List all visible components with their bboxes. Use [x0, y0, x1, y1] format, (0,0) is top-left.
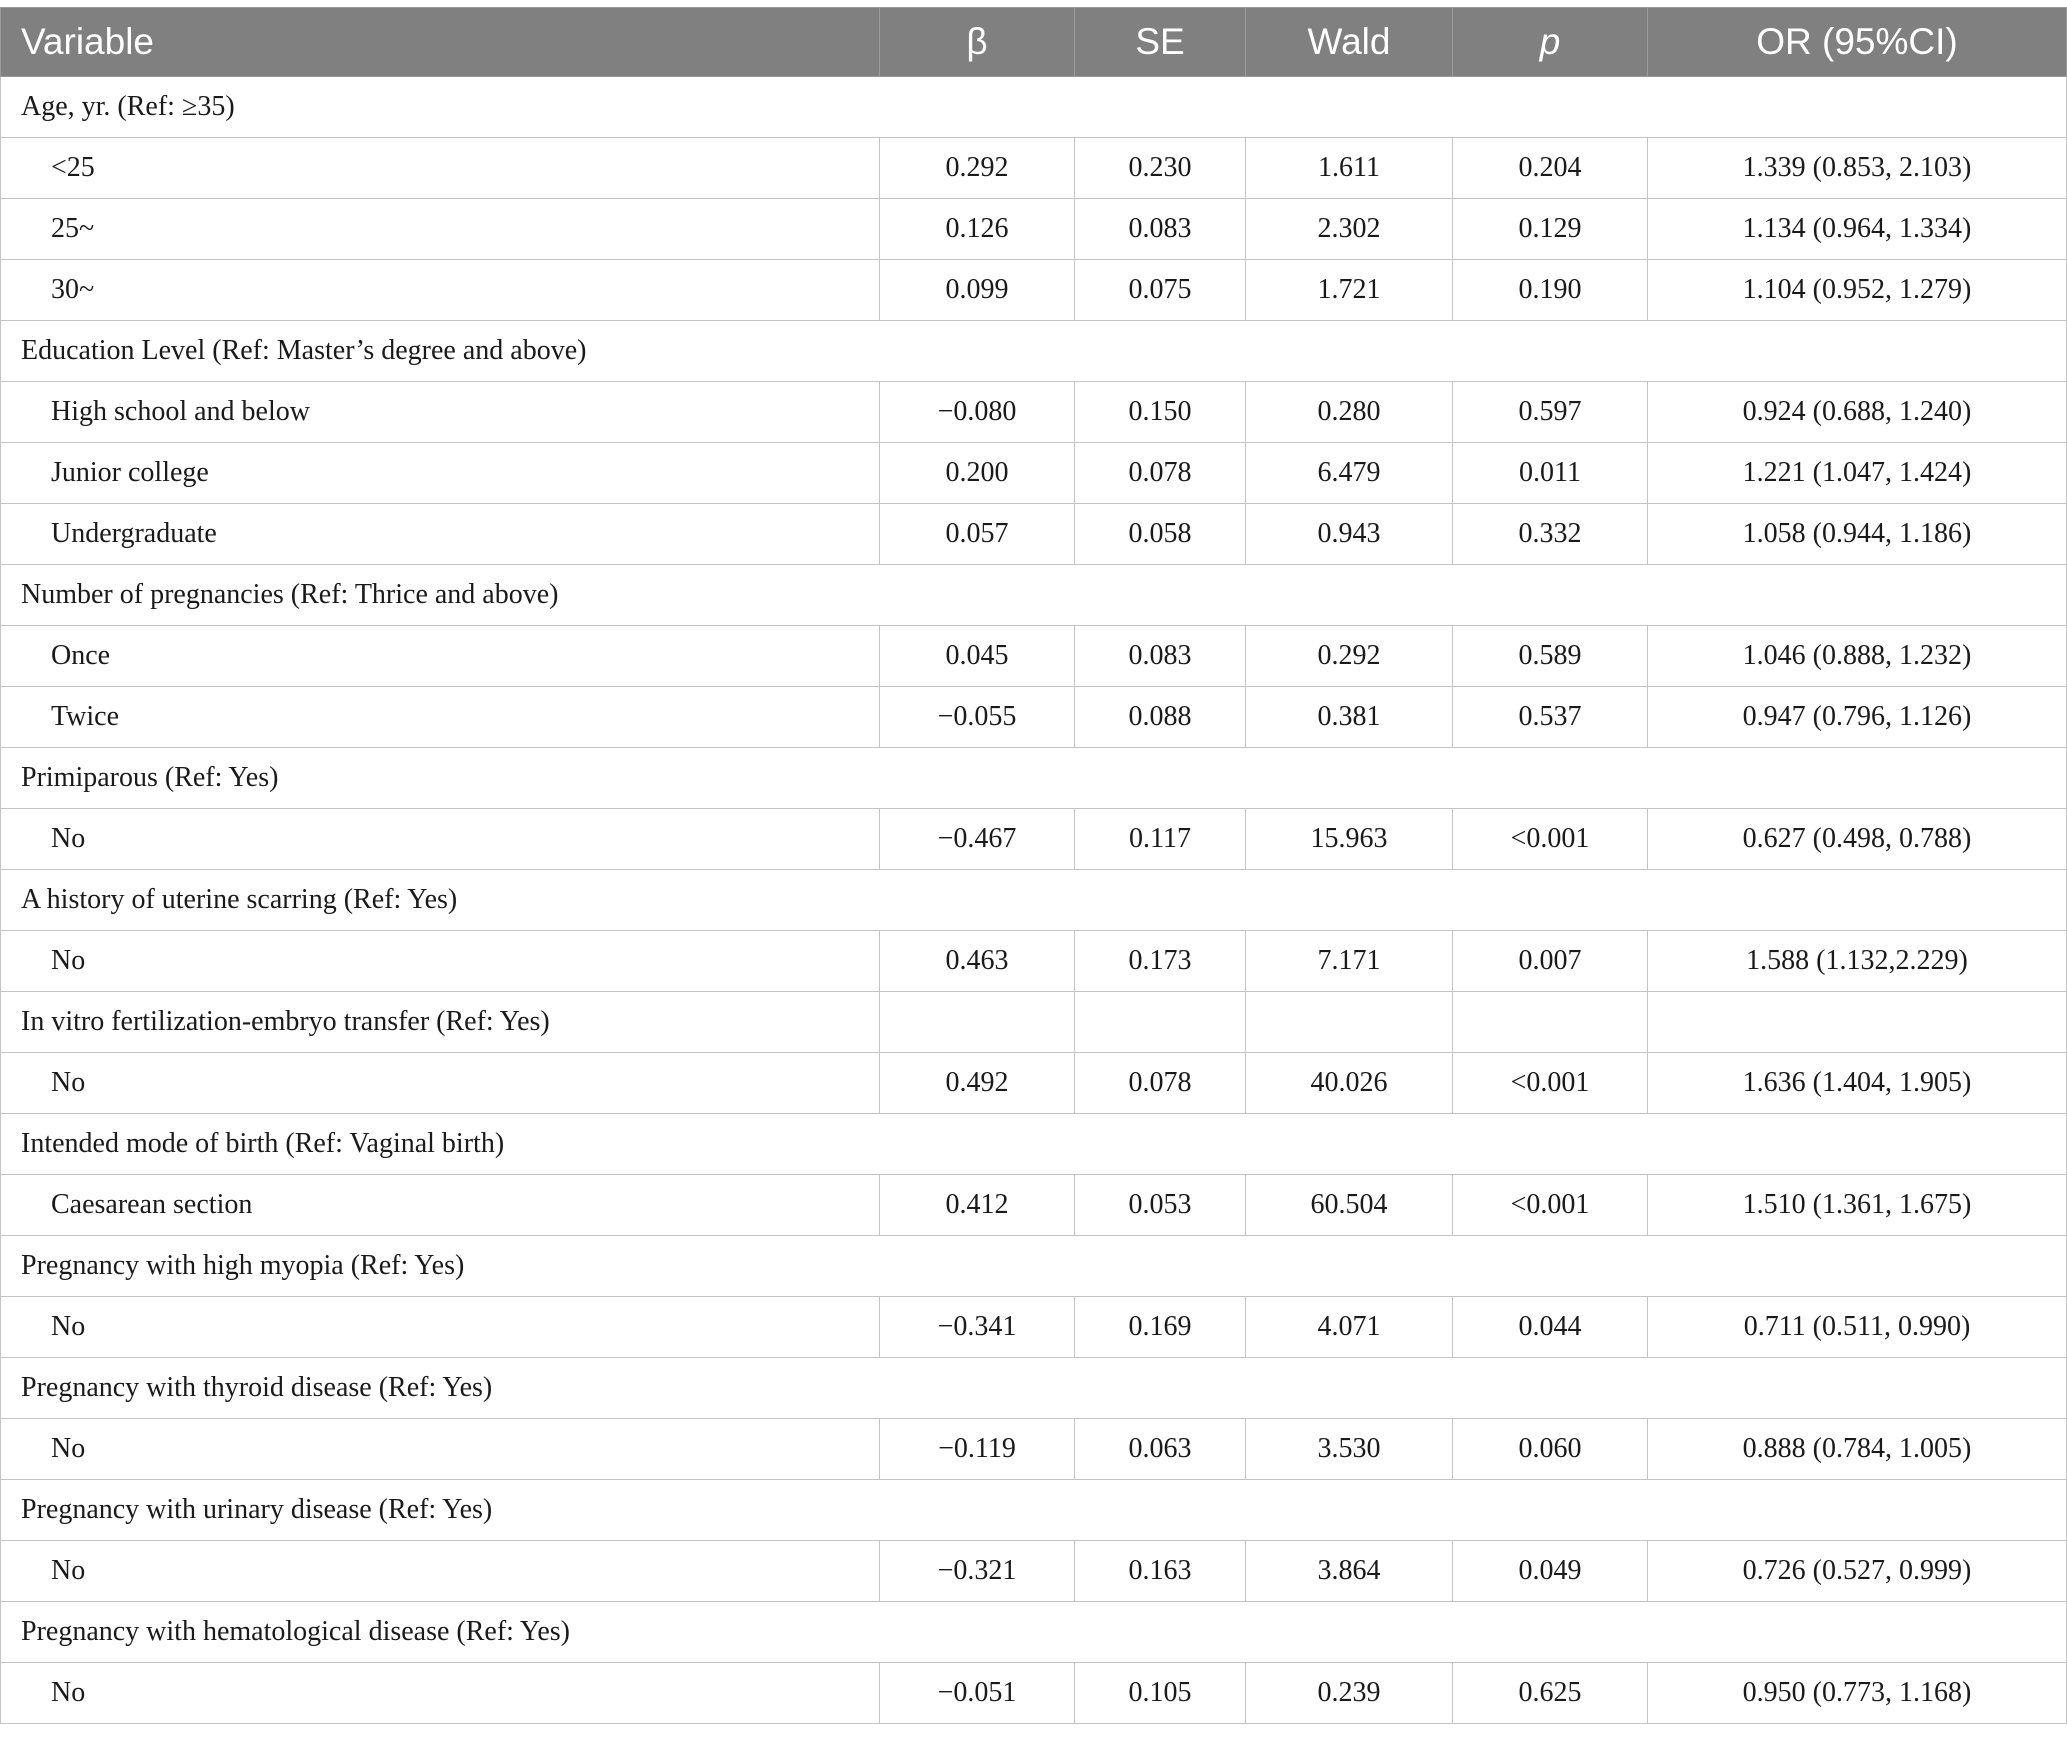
- group-row: [1, 321, 2067, 382]
- cell-se: 0.163: [1075, 1541, 1246, 1602]
- cell-or: 0.726 (0.527, 0.999): [1648, 1541, 2067, 1602]
- cell-wald: 0.943: [1246, 504, 1453, 565]
- cell-wald: 60.504: [1246, 1175, 1453, 1236]
- header-row: [1, 8, 2067, 77]
- cell-beta: −0.119: [880, 1419, 1075, 1480]
- cell-beta: 0.412: [880, 1175, 1075, 1236]
- cell-beta: 0.099: [880, 260, 1075, 321]
- table-row: [1, 382, 2067, 443]
- table-row: [1, 809, 2067, 870]
- group-label: A history of uterine scarring (Ref: Yes): [1, 870, 2067, 931]
- table-row: [1, 1419, 2067, 1480]
- cell-beta: 0.492: [880, 1053, 1075, 1114]
- cell-se: 0.053: [1075, 1175, 1246, 1236]
- cell-wald: 1.611: [1246, 138, 1453, 199]
- header-p: p: [1453, 8, 1648, 77]
- row-label: Twice: [1, 687, 880, 748]
- cell-wald: 4.071: [1246, 1297, 1453, 1358]
- cell-wald: 40.026: [1246, 1053, 1453, 1114]
- row-label: No: [1, 931, 880, 992]
- cell-wald: 0.292: [1246, 626, 1453, 687]
- group-label: In vitro fertilization-embryo transfer (Ref: Yes): [1, 992, 880, 1053]
- cell-or: 0.711 (0.511, 0.990): [1648, 1297, 2067, 1358]
- row-label: No: [1, 809, 880, 870]
- cell-p: 0.625: [1453, 1663, 1648, 1724]
- cell-se: 0.058: [1075, 504, 1246, 565]
- regression-table: [0, 7, 2067, 1724]
- cell-or: 1.134 (0.964, 1.334): [1648, 199, 2067, 260]
- group-row: [1, 1358, 2067, 1419]
- cell-p: 0.597: [1453, 382, 1648, 443]
- table-row: [1, 931, 2067, 992]
- group-row: [1, 748, 2067, 809]
- group-row: [1, 1480, 2067, 1541]
- table-header: [1, 8, 2067, 77]
- cell-p: 0.007: [1453, 931, 1648, 992]
- table-row: [1, 1053, 2067, 1114]
- group-label: Age, yr. (Ref: ≥35): [1, 77, 2067, 138]
- group-label: Pregnancy with thyroid disease (Ref: Yes): [1, 1358, 2067, 1419]
- row-label: High school and below: [1, 382, 880, 443]
- cell-beta: −0.051: [880, 1663, 1075, 1724]
- cell-wald: 0.280: [1246, 382, 1453, 443]
- row-label: No: [1, 1663, 880, 1724]
- cell-se: 0.075: [1075, 260, 1246, 321]
- cell-se: 0.083: [1075, 626, 1246, 687]
- group-label: Education Level (Ref: Master’s degree and above): [1, 321, 2067, 382]
- cell-p: <0.001: [1453, 1053, 1648, 1114]
- cell-or: 0.888 (0.784, 1.005): [1648, 1419, 2067, 1480]
- table-row: [1, 1297, 2067, 1358]
- cell-or: 1.104 (0.952, 1.279): [1648, 260, 2067, 321]
- cell-se: 0.078: [1075, 1053, 1246, 1114]
- cell-beta: −0.341: [880, 1297, 1075, 1358]
- cell-beta: 0.057: [880, 504, 1075, 565]
- cell-or: 0.627 (0.498, 0.788): [1648, 809, 2067, 870]
- cell-wald: 1.721: [1246, 260, 1453, 321]
- row-label: No: [1, 1541, 880, 1602]
- cell-or: 1.588 (1.132,2.229): [1648, 931, 2067, 992]
- cell-wald: 3.864: [1246, 1541, 1453, 1602]
- cell-or: 0.950 (0.773, 1.168): [1648, 1663, 2067, 1724]
- cell-p: <0.001: [1453, 809, 1648, 870]
- cell-beta: 0.292: [880, 138, 1075, 199]
- group-label: Primiparous (Ref: Yes): [1, 748, 2067, 809]
- table-row: [1, 504, 2067, 565]
- cell-beta: −0.321: [880, 1541, 1075, 1602]
- group-row: [1, 870, 2067, 931]
- cell-se: 0.230: [1075, 138, 1246, 199]
- cell-se: 0.150: [1075, 382, 1246, 443]
- table-row: [1, 1541, 2067, 1602]
- cell-p: 0.190: [1453, 260, 1648, 321]
- cell-beta: 0.463: [880, 931, 1075, 992]
- header-se: SE: [1075, 8, 1246, 77]
- cell-wald: 0.381: [1246, 687, 1453, 748]
- cell-p: 0.537: [1453, 687, 1648, 748]
- cell-beta: −0.080: [880, 382, 1075, 443]
- cell-p: 0.044: [1453, 1297, 1648, 1358]
- table-row: [1, 1663, 2067, 1724]
- cell-or: 1.636 (1.404, 1.905): [1648, 1053, 2067, 1114]
- group-row: [1, 77, 2067, 138]
- empty-cell: [1075, 992, 1246, 1053]
- cell-wald: 0.239: [1246, 1663, 1453, 1724]
- cell-wald: 6.479: [1246, 443, 1453, 504]
- cell-beta: −0.467: [880, 809, 1075, 870]
- header-variable: Variable: [1, 8, 880, 77]
- cell-wald: 7.171: [1246, 931, 1453, 992]
- cell-p: <0.001: [1453, 1175, 1648, 1236]
- table-row: [1, 443, 2067, 504]
- row-label: No: [1, 1297, 880, 1358]
- cell-beta: 0.126: [880, 199, 1075, 260]
- row-label: <25: [1, 138, 880, 199]
- table-body: [1, 77, 2067, 1724]
- cell-se: 0.173: [1075, 931, 1246, 992]
- cell-or: 1.046 (0.888, 1.232): [1648, 626, 2067, 687]
- cell-or: 0.947 (0.796, 1.126): [1648, 687, 2067, 748]
- cell-or: 1.058 (0.944, 1.186): [1648, 504, 2067, 565]
- group-label: Intended mode of birth (Ref: Vaginal birth): [1, 1114, 2067, 1175]
- cell-se: 0.088: [1075, 687, 1246, 748]
- cell-se: 0.117: [1075, 809, 1246, 870]
- table-row: [1, 687, 2067, 748]
- group-row: [1, 1114, 2067, 1175]
- cell-p: 0.332: [1453, 504, 1648, 565]
- group-label: Pregnancy with hematological disease (Ref: Yes): [1, 1602, 2067, 1663]
- header-or: OR (95%CI): [1648, 8, 2067, 77]
- cell-beta: 0.200: [880, 443, 1075, 504]
- table-row: [1, 260, 2067, 321]
- header-beta: β: [880, 8, 1075, 77]
- group-label: Pregnancy with urinary disease (Ref: Yes): [1, 1480, 2067, 1541]
- cell-beta: 0.045: [880, 626, 1075, 687]
- cell-or: 0.924 (0.688, 1.240): [1648, 382, 2067, 443]
- empty-cell: [1648, 992, 2067, 1053]
- row-label: Once: [1, 626, 880, 687]
- cell-se: 0.105: [1075, 1663, 1246, 1724]
- group-row: [1, 1602, 2067, 1663]
- header-wald: Wald: [1246, 8, 1453, 77]
- cell-wald: 15.963: [1246, 809, 1453, 870]
- row-label: No: [1, 1053, 880, 1114]
- cell-or: 1.221 (1.047, 1.424): [1648, 443, 2067, 504]
- cell-p: 0.011: [1453, 443, 1648, 504]
- group-row: [1, 992, 2067, 1053]
- table-row: [1, 1175, 2067, 1236]
- cell-wald: 3.530: [1246, 1419, 1453, 1480]
- cell-p: 0.060: [1453, 1419, 1648, 1480]
- cell-beta: −0.055: [880, 687, 1075, 748]
- row-label: No: [1, 1419, 880, 1480]
- row-label: Undergraduate: [1, 504, 880, 565]
- cell-p: 0.049: [1453, 1541, 1648, 1602]
- group-label: Number of pregnancies (Ref: Thrice and above): [1, 565, 2067, 626]
- table-row: [1, 626, 2067, 687]
- empty-cell: [880, 992, 1075, 1053]
- row-label: Caesarean section: [1, 1175, 880, 1236]
- group-label: Pregnancy with high myopia (Ref: Yes): [1, 1236, 2067, 1297]
- cell-wald: 2.302: [1246, 199, 1453, 260]
- cell-se: 0.078: [1075, 443, 1246, 504]
- table-row: [1, 199, 2067, 260]
- empty-cell: [1453, 992, 1648, 1053]
- group-row: [1, 1236, 2067, 1297]
- row-label: 25~: [1, 199, 880, 260]
- cell-or: 1.510 (1.361, 1.675): [1648, 1175, 2067, 1236]
- row-label: Junior college: [1, 443, 880, 504]
- cell-se: 0.063: [1075, 1419, 1246, 1480]
- row-label: 30~: [1, 260, 880, 321]
- cell-p: 0.204: [1453, 138, 1648, 199]
- table-row: [1, 138, 2067, 199]
- empty-cell: [1246, 992, 1453, 1053]
- cell-se: 0.169: [1075, 1297, 1246, 1358]
- cell-se: 0.083: [1075, 199, 1246, 260]
- cell-p: 0.589: [1453, 626, 1648, 687]
- cell-p: 0.129: [1453, 199, 1648, 260]
- group-row: [1, 565, 2067, 626]
- cell-or: 1.339 (0.853, 2.103): [1648, 138, 2067, 199]
